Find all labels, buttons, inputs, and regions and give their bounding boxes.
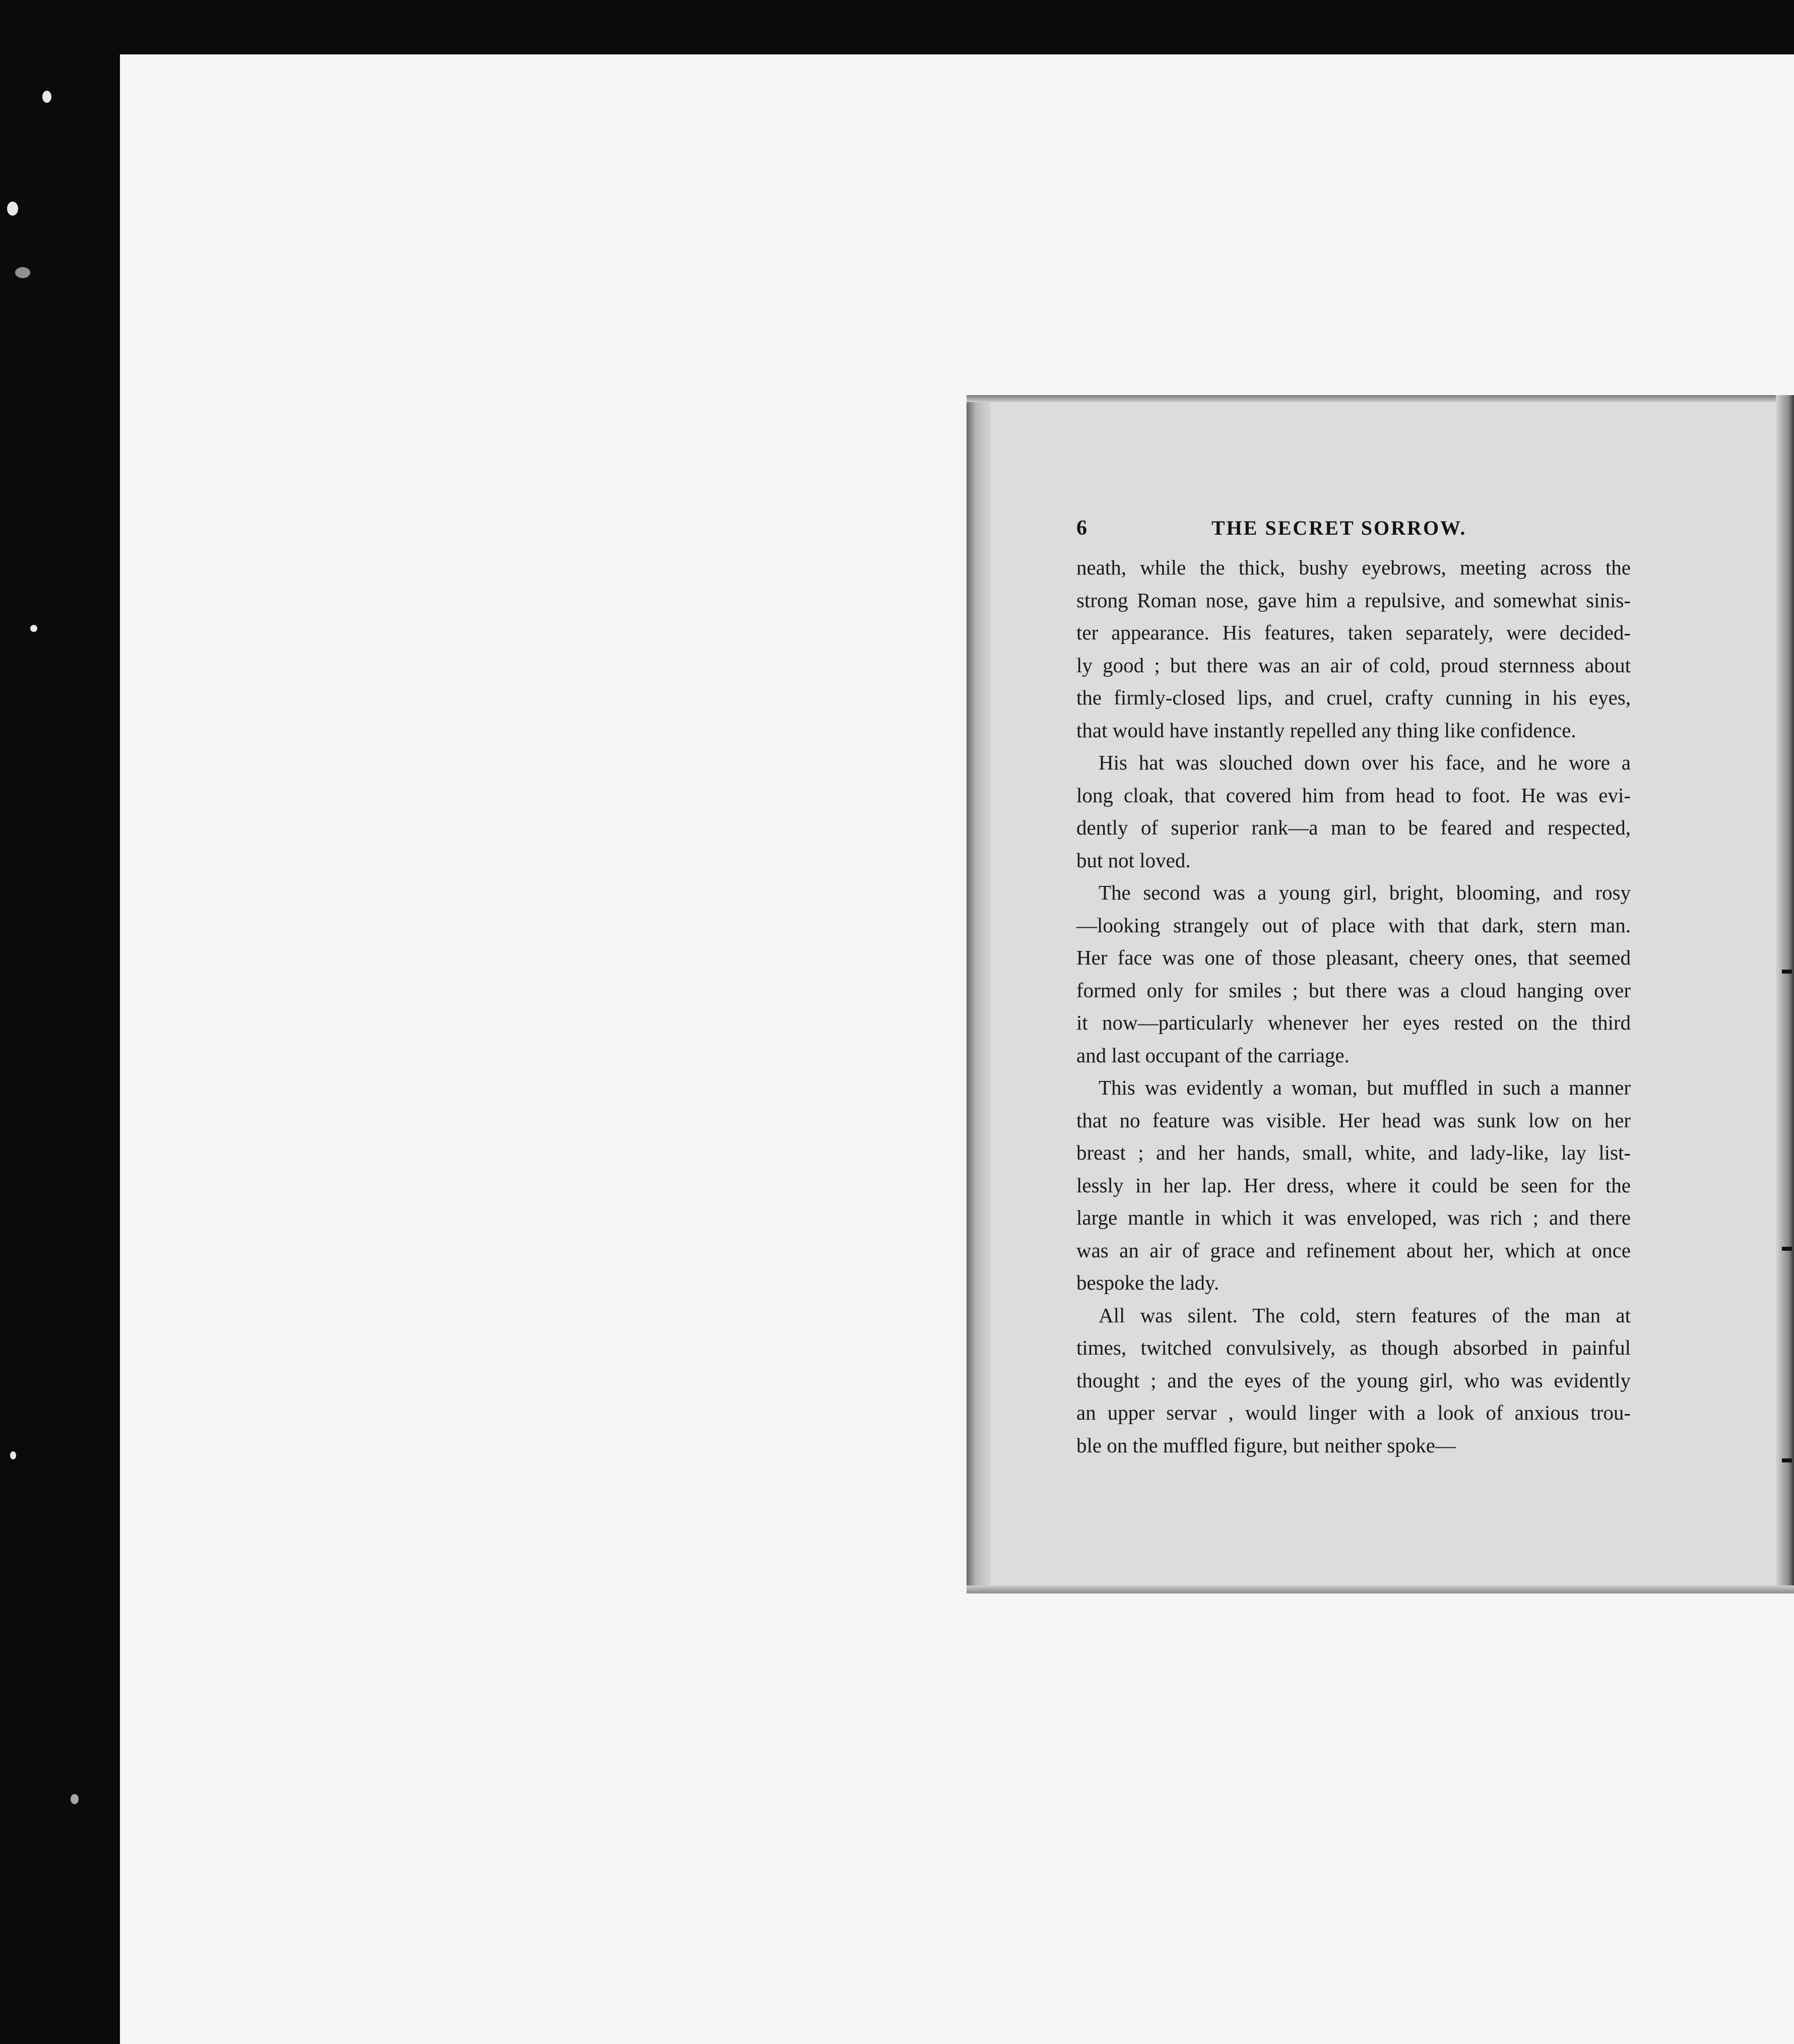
page-right-edge <box>1776 395 1794 1593</box>
text-line: it now—particularly whenever her eyes rested on the third <box>1076 1011 1631 1034</box>
text-line: lessly in her lap. Her dress, where it could be seen for the <box>1076 1173 1631 1197</box>
text-line: large mantle in which it was enveloped, was rich ; and there <box>1076 1206 1631 1229</box>
text-line: —looking strangely out of place with that dark, stern man. <box>1076 913 1631 937</box>
text-line: neath, while the thick, bushy eyebrows, meeting across the <box>1076 556 1631 579</box>
text-line: thought ; and the eyes of the young girl, who was evidently <box>1076 1368 1631 1392</box>
text-line: breast ; and her hands, small, white, and lady-like, lay list- <box>1076 1141 1631 1164</box>
scan-speck <box>42 91 51 103</box>
text-line: that no feature was visible. Her head was sunk low on her <box>1076 1108 1631 1132</box>
text-line: but not loved. <box>1076 848 1191 872</box>
text-line: Her face was one of those pleasant, cheery ones, that seemed <box>1076 946 1631 969</box>
text-line: the firmly-closed lips, and cruel, crafty cunning in his eyes, <box>1076 686 1631 709</box>
text-line: long cloak, that covered him from head to foot. He was evi- <box>1076 783 1631 807</box>
text-line: bespoke the lady. <box>1076 1271 1220 1294</box>
text-line: and last occupant of the carriage. <box>1076 1043 1350 1067</box>
scan-speck <box>10 1451 16 1459</box>
text-line: ly good ; but there was an air of cold, proud sternness about <box>1076 653 1631 677</box>
text-line: All was silent. The cold, stern features of the man at <box>1099 1303 1631 1327</box>
page-top-edge <box>967 395 1794 402</box>
scan-speck <box>71 1794 79 1804</box>
text-line: an upper servar , would linger with a look of anxious trou- <box>1076 1401 1631 1424</box>
page-number: 6 <box>1076 517 1087 540</box>
text-line: times, twitched convulsively, as though absorbed in painful <box>1076 1336 1631 1359</box>
text-line: strong Roman nose, gave him a repulsive, and somewhat sinis- <box>1076 588 1631 612</box>
edge-mark <box>1782 970 1792 974</box>
scan-speck <box>15 267 30 278</box>
text-line: ter appearance. His features, taken separately, were decided- <box>1076 621 1631 644</box>
text-line: dently of superior rank—a man to be feared and respected, <box>1076 816 1631 839</box>
page-gutter <box>967 395 991 1593</box>
edge-mark <box>1782 1247 1792 1251</box>
text-line: was an air of grace and refinement about her, which at once <box>1076 1238 1631 1262</box>
book-page <box>967 395 1794 1593</box>
text-line: His hat was slouched down over his face, and he wore a <box>1099 751 1631 774</box>
text-line: This was evidently a woman, but muffled in such a manner <box>1099 1076 1631 1099</box>
text-line: The second was a young girl, bright, blooming, and rosy <box>1099 881 1631 904</box>
text-line: ble on the muffled figure, but neither spoke— <box>1076 1433 1456 1457</box>
text-line: that would have instantly repelled any thing like confidence. <box>1076 718 1576 742</box>
running-title: THE SECRET SORROW. <box>1211 517 1467 539</box>
scan-speck <box>7 202 18 216</box>
text-line: formed only for smiles ; but there was a cloud hanging over <box>1076 978 1631 1002</box>
running-head <box>1076 516 1631 546</box>
edge-mark <box>1782 1458 1792 1462</box>
body-text <box>1076 551 1631 1461</box>
scan-speck <box>30 625 37 632</box>
page-bottom-edge <box>967 1585 1794 1593</box>
